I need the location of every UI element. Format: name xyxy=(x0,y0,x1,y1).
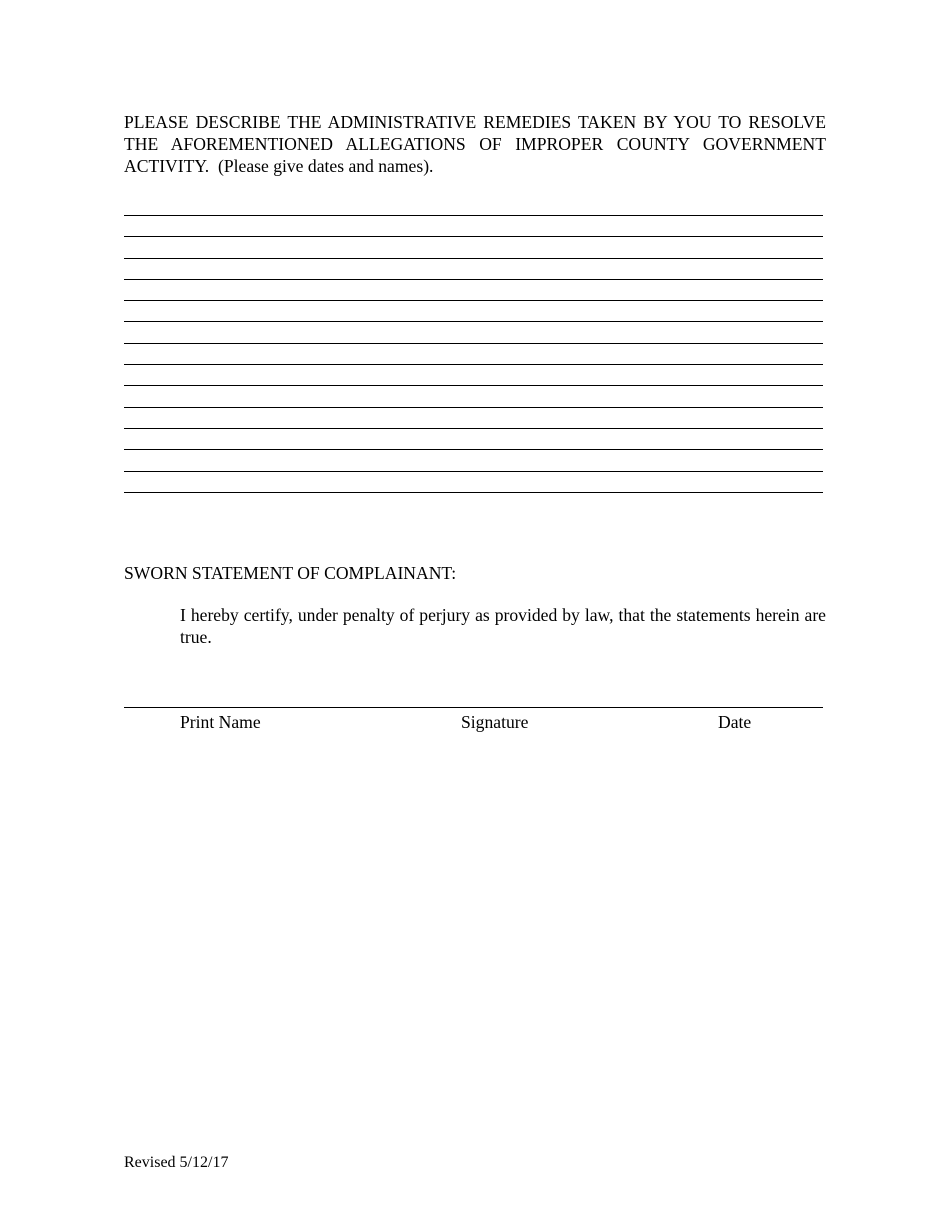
answer-line[interactable] xyxy=(124,492,823,493)
signature-line[interactable] xyxy=(124,707,823,708)
signature-label: Signature xyxy=(461,712,529,732)
answer-line[interactable] xyxy=(124,279,823,280)
answer-line[interactable] xyxy=(124,471,823,472)
answer-line[interactable] xyxy=(124,428,823,429)
answer-line[interactable] xyxy=(124,385,823,386)
sworn-statement-heading: SWORN STATEMENT OF COMPLAINANT: xyxy=(124,563,457,583)
certification-statement: I hereby certify, under penalty of perjury as provided by law, that the statements herein are true. xyxy=(180,605,826,647)
answer-line[interactable] xyxy=(124,321,823,322)
answer-line[interactable] xyxy=(124,343,823,344)
answer-line[interactable] xyxy=(124,449,823,450)
answer-line[interactable] xyxy=(124,215,823,216)
remedies-question-note: (Please give dates and names). xyxy=(218,156,434,176)
answer-line[interactable] xyxy=(124,407,823,408)
answer-line[interactable] xyxy=(124,364,823,365)
remedies-question-text: PLEASE DESCRIBE THE ADMINISTRATIVE REMEDIES TAKEN BY YOU TO RESOLVE THE AFOREMENTIONED ALLEGATIONS OF IMPROPER COUNTY GOVERNMENT ACTIVITY. xyxy=(124,112,826,176)
answer-line[interactable] xyxy=(124,258,823,259)
answer-line[interactable] xyxy=(124,300,823,301)
answer-lines xyxy=(124,215,823,513)
answer-line[interactable] xyxy=(124,236,823,237)
remedies-question xyxy=(124,111,826,177)
date-label: Date xyxy=(718,712,752,732)
print-name-label: Print Name xyxy=(180,712,261,732)
revision-footer: Revised 5/12/17 xyxy=(124,1154,229,1171)
